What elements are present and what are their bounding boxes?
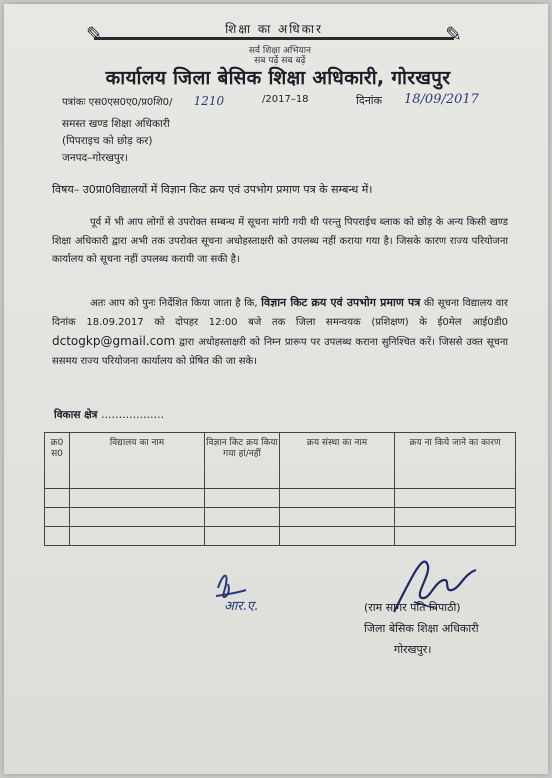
initials-signature [210, 566, 270, 616]
header-serial: क्र0 स0 [45, 433, 70, 489]
vikas-label: विकास क्षेत्र [54, 409, 98, 421]
officer-name: (राम सागर पति त्रिपाठी) [364, 601, 461, 614]
table-cell [205, 527, 280, 546]
motto-line-1: सर्व शिक्षा अभियान [248, 46, 312, 56]
table-cell [280, 489, 395, 508]
pencil-boy-icon: ✎ [86, 22, 103, 46]
reference-handwritten-number: 1210 [193, 94, 225, 108]
table-cell [205, 489, 280, 508]
email-address: dctogkp@gmail.com [52, 334, 176, 348]
table-cell [280, 527, 395, 546]
address-line-2: (पिपराइच को छोड़ कर) [62, 135, 153, 147]
reference-year: /2017–18 [262, 94, 309, 105]
table-row [45, 508, 516, 527]
header-reason: क्रय ना किये जाने का कारण [395, 433, 516, 489]
table-cell [395, 527, 516, 546]
vikas-kshetra [54, 408, 164, 422]
table-row [45, 527, 516, 546]
vikas-blank: ……………… [101, 409, 165, 421]
table-cell [395, 489, 516, 508]
address-line-3: जनपद–गोरखपुर। [62, 152, 129, 164]
table-header-row [45, 433, 516, 489]
address-line-1: समस्त खण्ड शिक्षा अधिकारी [62, 118, 170, 130]
paragraph-1 [52, 214, 508, 270]
reference-number [62, 94, 224, 108]
banner-text: शिक्षा का अधिकार [225, 22, 323, 36]
table-cell [205, 508, 280, 527]
initials-text: आर.ए. [224, 599, 259, 614]
table-cell [70, 508, 205, 527]
officer-designation: जिला बेसिक शिक्षा अधिकारी [364, 622, 479, 635]
subject-line: विषय– उ0प्रा0विद्यालयों में विज्ञान किट क्रय एवं उपभोग प्रमाण पत्र के सम्बन्ध में। [52, 183, 373, 196]
paragraph-2 [52, 294, 508, 371]
motto [4, 46, 548, 66]
motto-line-2: सब पढ़ें सब बढ़ें [254, 56, 306, 66]
date-value: 18/09/2017 [404, 92, 479, 107]
paragraph-2-intro: अतः आप को पुनः निर्देशित किया जाता है कि, [90, 298, 258, 309]
header-kit-purchased: विज्ञान किट क्रय किया गया हां/नहीं [205, 433, 280, 489]
paragraph-2-middle: की सूचना विद्यालय वार दिनांक 18.09.2017 को दोपहर 12:00 बजे तक जिला समन्वयक (प्रशिक्षण) के ई0मेल आई0डी0 [52, 298, 509, 328]
table-cell [395, 508, 516, 527]
officer-place: गोरखपुर। [394, 643, 432, 656]
date-label: दिनांक [356, 94, 383, 107]
information-table [44, 432, 516, 546]
table-cell [45, 527, 70, 546]
table-cell [45, 508, 70, 527]
table-row [45, 489, 516, 508]
paragraph-2-end: द्वारा अधोहस्ताक्षरी को निम्न प्रारूप पर उपलब्ध कराना सुनिश्चित करें। जिससे उक्त सूचना ससमय राज्य परियोजना कार्यालय को प्रेषित की जा सके। [52, 337, 508, 367]
table-cell [70, 489, 205, 508]
signature-block [364, 600, 479, 657]
paragraph-2-bold: विज्ञान किट क्रय एवं उपभोग प्रमाण पत्र [261, 296, 421, 309]
paragraph-1-text: पूर्व में भी आप लोगों से उपरोक्त सम्बन्ध में सूचना मांगी गयी थी परन्तु पिपराईच ब्लाक को छोड़ के अन्य किसी खण्ड शिक्षा अधिकारी द्वारा अभी तक उपरोक्त सूचना अधोहस्ताक्षरी को उपलब्ध नहीं कराया गया है। जिसके कारण राज्य परियोजना कार्यालय को सूचना नहीं उपलब्ध करायी जा सकी है। [52, 217, 508, 265]
header-school-name: विद्यालय का नाम [70, 433, 205, 489]
banner-divider [94, 37, 454, 40]
table-cell [70, 527, 205, 546]
pencil-girl-icon: ✎ [445, 22, 462, 46]
reference-label: पत्रांकः एस0एस0ए0/प्र0शि0/ [62, 97, 173, 108]
table-cell [280, 508, 395, 527]
letter-sheet [4, 4, 548, 774]
header-purchase-agency: क्रय संस्था का नाम [280, 433, 395, 489]
table-cell [45, 489, 70, 508]
office-title: कार्यालय जिला बेसिक शिक्षा अधिकारी, गोरखपुर [105, 67, 451, 89]
